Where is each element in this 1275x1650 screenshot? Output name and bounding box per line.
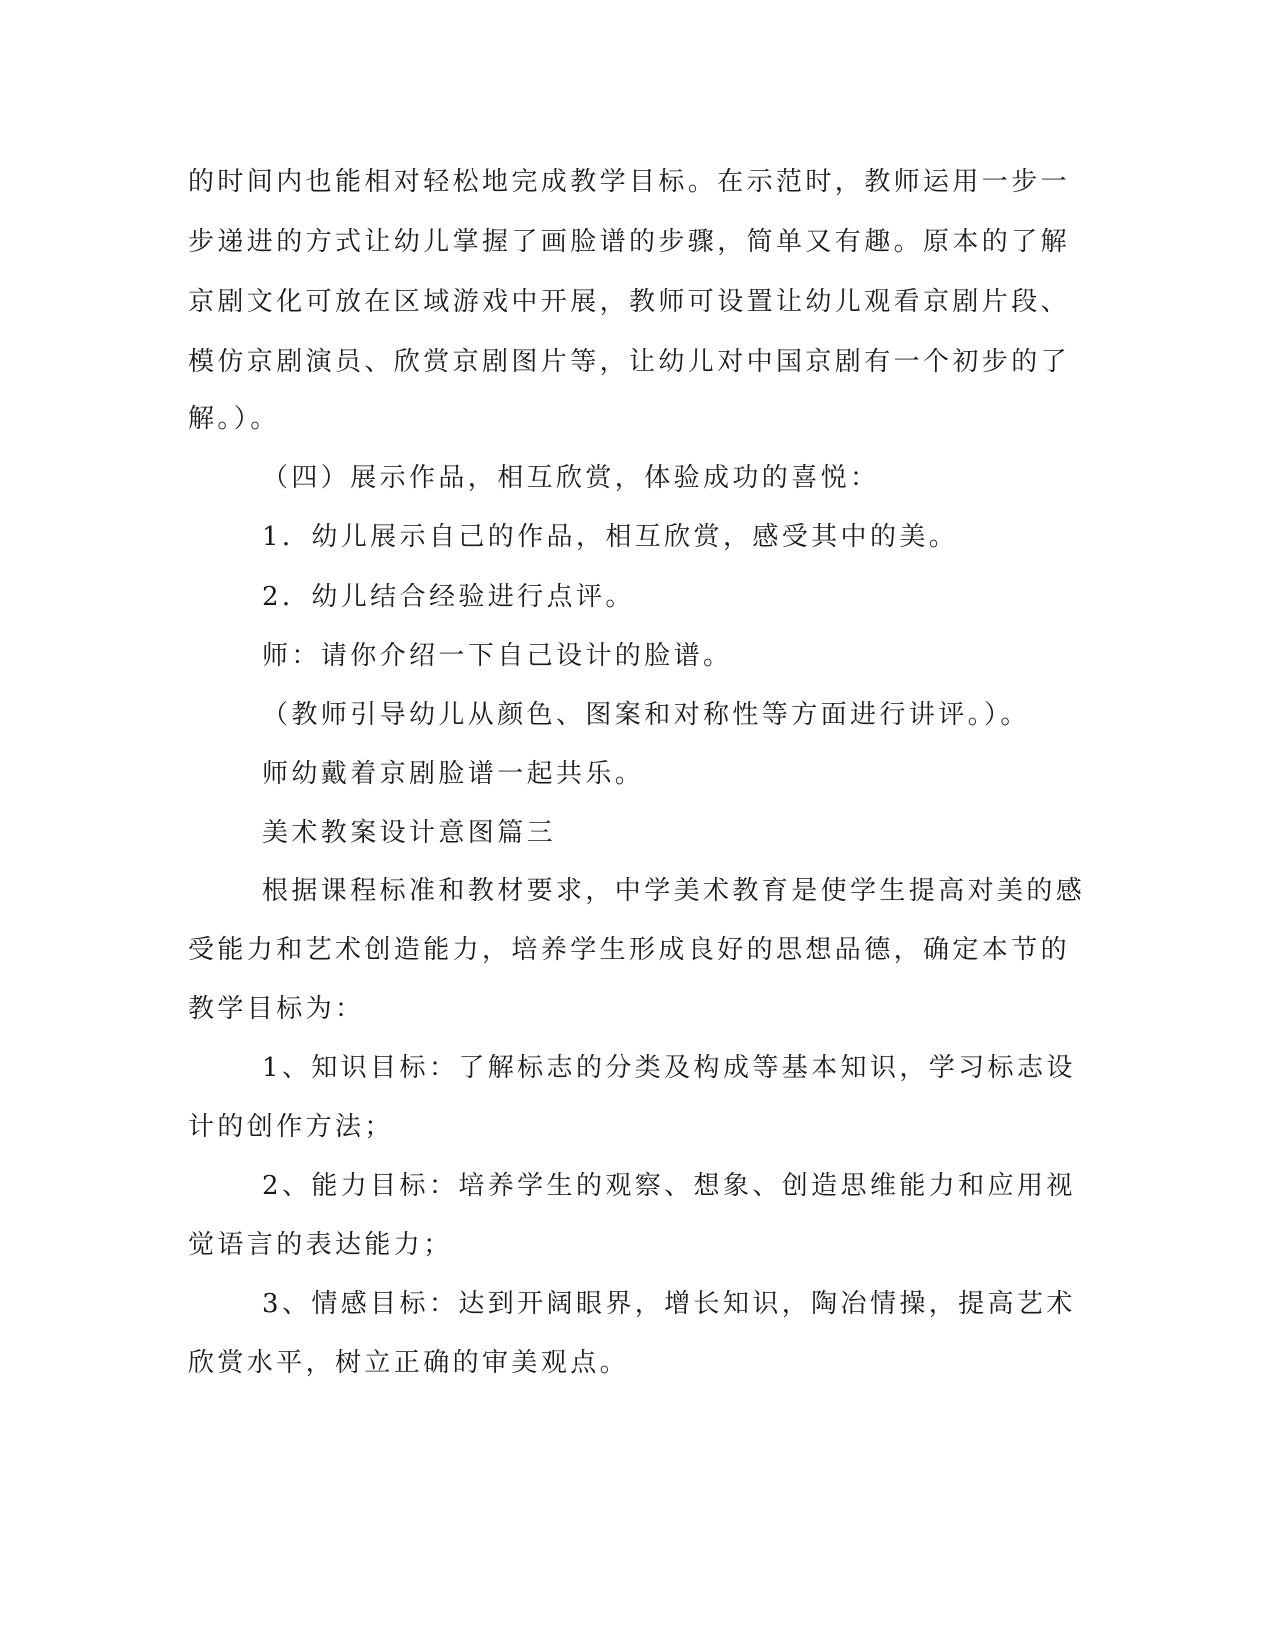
text-line: 京剧文化可放在区域游戏中开展，教师可设置让幼儿观看京剧片段、 bbox=[188, 287, 1071, 317]
list-item: 3、情感目标：达到开阔眼界，增长知识，陶冶情操，提高艺术 bbox=[262, 1289, 1076, 1319]
list-item: 2．幼儿结合经验进行点评。 bbox=[262, 582, 635, 612]
text-line: 师：请你介绍一下自己设计的脸谱。 bbox=[262, 641, 733, 671]
text-line: （教师引导幼儿从颜色、图案和对称性等方面进行讲评。）。 bbox=[262, 700, 1030, 730]
text-line: 计的创作方法； bbox=[188, 1112, 394, 1142]
text-line: 欣赏水平，树立正确的审美观点。 bbox=[188, 1348, 630, 1378]
text-line: 模仿京剧演员、欣赏京剧图片等，让幼儿对中国京剧有一个初步的了 bbox=[188, 347, 1071, 377]
text-line: 教学目标为： bbox=[188, 994, 365, 1024]
text-line: 师幼戴着京剧脸谱一起共乐。 bbox=[262, 759, 645, 789]
list-item: 1、知识目标：了解标志的分类及构成等基本知识，学习标志设 bbox=[262, 1053, 1076, 1083]
text-line: 根据课程标准和教材要求，中学美术教育是使学生提高对美的感 bbox=[262, 876, 1086, 906]
text-line: 受能力和艺术创造能力，培养学生形成良好的思想品德，确定本节的 bbox=[188, 935, 1071, 965]
list-item: 2、能力目标：培养学生的观察、想象、创造思维能力和应用视 bbox=[262, 1171, 1076, 1201]
section-heading: （四）展示作品，相互欣赏，体验成功的喜悦： bbox=[262, 463, 880, 493]
section-heading: 美术教案设计意图篇三 bbox=[262, 818, 557, 848]
text-line: 觉语言的表达能力； bbox=[188, 1230, 453, 1260]
text-line: 解。）。 bbox=[188, 404, 280, 434]
text-line: 的时间内也能相对轻松地完成教学目标。在示范时，教师运用一步一 bbox=[188, 167, 1071, 197]
list-item: 1．幼儿展示自己的作品，相互欣赏，感受其中的美。 bbox=[262, 522, 959, 552]
text-line: 步递进的方式让幼儿掌握了画脸谱的步骤，简单又有趣。原本的了解 bbox=[188, 227, 1071, 257]
